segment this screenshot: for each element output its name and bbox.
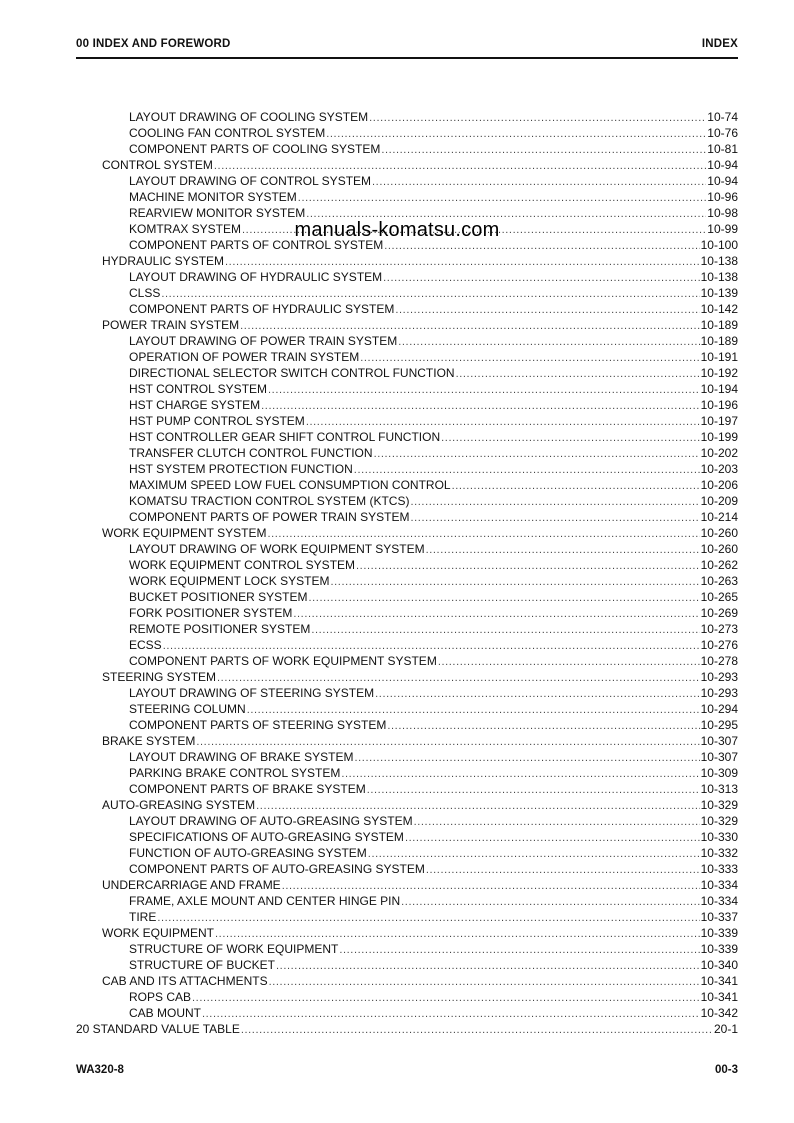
toc-entry[interactable] xyxy=(129,509,738,525)
toc-entry-page: 10-293 xyxy=(700,670,738,684)
toc-entry[interactable] xyxy=(129,957,738,973)
toc-entry-title: AUTO-GREASING SYSTEM xyxy=(102,798,256,812)
toc-entry-page: 10-313 xyxy=(700,782,738,796)
toc-entry-page: 10-189 xyxy=(700,318,738,332)
toc-leader-dots xyxy=(214,158,706,174)
toc-entry[interactable] xyxy=(129,125,738,141)
toc-leader-dots xyxy=(161,286,699,302)
toc-entry-title: LAYOUT DRAWING OF AUTO-GREASING SYSTEM xyxy=(129,814,413,828)
toc-entry-page: 10-199 xyxy=(700,430,738,444)
toc-entry-page: 10-294 xyxy=(700,702,738,716)
toc-entry-page: 10-342 xyxy=(700,1006,738,1020)
toc-entry-title: FORK POSITIONER SYSTEM xyxy=(129,606,293,620)
toc-leader-dots xyxy=(375,686,699,702)
toc-leader-dots xyxy=(452,478,700,494)
toc-leader-dots xyxy=(311,622,699,638)
toc-leader-dots xyxy=(426,862,700,878)
toc-entry-title: LAYOUT DRAWING OF STEERING SYSTEM xyxy=(129,686,375,700)
toc-entry[interactable] xyxy=(129,413,738,429)
toc-entry-title: COMPONENT PARTS OF POWER TRAIN SYSTEM xyxy=(129,510,410,524)
toc-entry-title: COMPONENT PARTS OF COOLING SYSTEM xyxy=(129,142,381,156)
toc-entry-title: LAYOUT DRAWING OF CONTROL SYSTEM xyxy=(129,174,372,188)
toc-entry-title: COOLING FAN CONTROL SYSTEM xyxy=(129,126,326,140)
toc-entry[interactable] xyxy=(102,253,738,269)
toc-entry-title: HST CONTROLLER GEAR SHIFT CONTROL FUNCTION xyxy=(129,430,441,444)
toc-leader-dots xyxy=(387,718,699,734)
toc-entry-title: LAYOUT DRAWING OF HYDRAULIC SYSTEM xyxy=(129,270,383,284)
toc-leader-dots xyxy=(398,334,699,350)
toc-entry[interactable] xyxy=(129,829,738,845)
toc-entry-title: PARKING BRAKE CONTROL SYSTEM xyxy=(129,766,341,780)
toc-entry-page: 10-74 xyxy=(707,110,738,124)
toc-entry-page: 10-94 xyxy=(707,158,738,172)
toc-entry[interactable] xyxy=(129,781,738,797)
toc-entry-title: LAYOUT DRAWING OF WORK EQUIPMENT SYSTEM xyxy=(129,542,425,556)
toc-entry[interactable] xyxy=(129,621,738,637)
toc-leader-dots xyxy=(354,462,700,478)
toc-leader-dots xyxy=(341,766,699,782)
toc-leader-dots xyxy=(401,894,699,910)
toc-entry-title: KOMTRAX SYSTEM xyxy=(129,222,242,236)
toc-entry-page: 10-260 xyxy=(700,526,738,540)
toc-entry[interactable] xyxy=(129,141,738,157)
toc-entry-page: 10-295 xyxy=(700,718,738,732)
toc-entry-page: 10-76 xyxy=(707,126,738,140)
toc-entry[interactable] xyxy=(129,365,738,381)
toc-entry[interactable] xyxy=(129,765,738,781)
toc-entry-title: HST CONTROL SYSTEM xyxy=(129,382,268,396)
toc-entry-title: CAB AND ITS ATTACHMENTS xyxy=(102,974,268,988)
toc-entry[interactable] xyxy=(129,605,738,621)
toc-entry-title: STRUCTURE OF WORK EQUIPMENT xyxy=(129,942,339,956)
toc-entry[interactable] xyxy=(129,1005,738,1021)
toc-entry-page: 10-206 xyxy=(700,478,738,492)
toc-entry[interactable] xyxy=(129,493,738,509)
toc-leader-dots xyxy=(308,590,699,606)
toc-entry-page: 10-191 xyxy=(700,350,738,364)
toc-entry-page: 10-99 xyxy=(707,222,738,236)
toc-entry-page: 10-307 xyxy=(700,734,738,748)
toc-entry-page: 10-139 xyxy=(700,286,738,300)
toc-leader-dots xyxy=(268,382,700,398)
toc-entry-page: 10-265 xyxy=(700,590,738,604)
toc-entry-page: 10-81 xyxy=(707,142,738,156)
toc-leader-dots xyxy=(241,1022,713,1038)
toc-entry-title: REARVIEW MONITOR SYSTEM xyxy=(129,206,306,220)
toc-leader-dots xyxy=(372,174,706,190)
toc-entry-title: SPECIFICATIONS OF AUTO-GREASING SYSTEM xyxy=(129,830,404,844)
toc-entry[interactable] xyxy=(76,1021,738,1037)
toc-leader-dots xyxy=(330,574,699,590)
toc-entry[interactable] xyxy=(129,269,738,285)
toc-leader-dots xyxy=(414,814,700,830)
toc-entry-page: 10-341 xyxy=(700,974,738,988)
toc-entry-title: MAXIMUM SPEED LOW FUEL CONSUMPTION CONTROL xyxy=(129,478,451,492)
toc-entry-page: 10-273 xyxy=(700,622,738,636)
toc-leader-dots xyxy=(441,430,699,446)
toc-entry-title: COMPONENT PARTS OF STEERING SYSTEM xyxy=(129,718,387,732)
toc-entry-page: 10-332 xyxy=(700,846,738,860)
toc-entry-title: HST PUMP CONTROL SYSTEM xyxy=(129,414,305,428)
toc-entry-page: 10-269 xyxy=(700,606,738,620)
toc-entry[interactable] xyxy=(129,557,738,573)
toc-entry-page: 10-307 xyxy=(700,750,738,764)
toc-entry-page: 10-339 xyxy=(700,926,738,940)
model-number: WA320-8 xyxy=(76,1064,124,1076)
toc-entry-title: UNDERCARRIAGE AND FRAME xyxy=(102,878,281,892)
toc-leader-dots xyxy=(383,270,699,286)
toc-entry-title: CLSS xyxy=(129,286,161,300)
toc-entry[interactable] xyxy=(129,861,738,877)
toc-leader-dots xyxy=(217,670,700,686)
page-header xyxy=(76,38,738,52)
toc-entry-page: 10-260 xyxy=(700,542,738,556)
toc-entry-title: COMPONENT PARTS OF BRAKE SYSTEM xyxy=(129,782,366,796)
toc-leader-dots xyxy=(256,798,699,814)
toc-entry[interactable] xyxy=(129,477,738,493)
toc-entry-title: BUCKET POSITIONER SYSTEM xyxy=(129,590,308,604)
toc-entry-page: 10-337 xyxy=(700,910,738,924)
toc-entry-page: 10-309 xyxy=(700,766,738,780)
toc-entry-page: 10-138 xyxy=(700,254,738,268)
toc-entry[interactable] xyxy=(129,461,738,477)
page-number: 00-3 xyxy=(714,1064,738,1076)
toc-leader-dots xyxy=(247,702,700,718)
toc-entry-page: 10-192 xyxy=(700,366,738,380)
toc-leader-dots xyxy=(192,990,700,1006)
toc-entry[interactable] xyxy=(129,893,738,909)
toc-leader-dots xyxy=(374,446,700,462)
toc-entry[interactable] xyxy=(129,397,738,413)
toc-entry-title: STEERING COLUMN xyxy=(129,702,246,716)
toc-entry[interactable] xyxy=(129,333,738,349)
toc-entry-title: STRUCTURE OF BUCKET xyxy=(129,958,276,972)
toc-entry-page: 10-330 xyxy=(700,830,738,844)
toc-entry-title: WORK EQUIPMENT LOCK SYSTEM xyxy=(129,574,330,588)
toc-entry-title: KOMATSU TRACTION CONTROL SYSTEM (KTCS) xyxy=(129,494,410,508)
toc-entry[interactable] xyxy=(129,445,738,461)
toc-entry-page: 10-96 xyxy=(707,190,738,204)
toc-entry-title: FUNCTION OF AUTO-GREASING SYSTEM xyxy=(129,846,367,860)
toc-entry[interactable] xyxy=(129,685,738,701)
toc-leader-dots xyxy=(225,254,700,270)
toc-entry[interactable] xyxy=(129,845,738,861)
toc-entry-page: 20-1 xyxy=(713,1022,738,1036)
toc-entry-title: COMPONENT PARTS OF AUTO-GREASING SYSTEM xyxy=(129,862,425,876)
toc-entry[interactable] xyxy=(129,941,738,957)
header-index-title: INDEX xyxy=(701,38,738,50)
toc-entry-page: 10-197 xyxy=(700,414,738,428)
toc-entry-page: 10-196 xyxy=(700,398,738,412)
toc-entry[interactable] xyxy=(129,717,738,733)
toc-entry-title: MACHINE MONITOR SYSTEM xyxy=(129,190,297,204)
toc-entry[interactable] xyxy=(129,813,738,829)
toc-entry[interactable] xyxy=(129,301,738,317)
toc-entry-page: 10-329 xyxy=(700,814,738,828)
toc-leader-dots xyxy=(360,350,699,366)
toc-entry-page: 10-142 xyxy=(700,302,738,316)
toc-entry[interactable] xyxy=(129,909,738,925)
header-rule xyxy=(76,57,738,59)
toc-entry-page: 10-278 xyxy=(700,654,738,668)
toc-entry-title: HST SYSTEM PROTECTION FUNCTION xyxy=(129,462,353,476)
toc-entry-title: WORK EQUIPMENT CONTROL SYSTEM xyxy=(129,558,356,572)
toc-entry[interactable] xyxy=(102,877,738,893)
toc-leader-dots xyxy=(240,318,699,334)
toc-entry-page: 10-214 xyxy=(700,510,738,524)
toc-leader-dots xyxy=(163,638,700,654)
toc-entry-title: LAYOUT DRAWING OF BRAKE SYSTEM xyxy=(129,750,354,764)
toc-entry-title: OPERATION OF POWER TRAIN SYSTEM xyxy=(129,350,360,364)
toc-entry-title: POWER TRAIN SYSTEM xyxy=(102,318,240,332)
toc-entry-title: WORK EQUIPMENT xyxy=(102,926,215,940)
toc-entry[interactable] xyxy=(129,189,738,205)
toc-leader-dots xyxy=(276,958,700,974)
toc-entry[interactable] xyxy=(102,973,738,989)
toc-entry[interactable] xyxy=(102,157,738,173)
toc-entry-page: 10-189 xyxy=(700,334,738,348)
toc-entry[interactable] xyxy=(102,669,738,685)
watermark: manuals-komatsu.com xyxy=(294,219,500,241)
toc-entry-page: 10-339 xyxy=(700,942,738,956)
toc-leader-dots xyxy=(395,302,699,318)
page-footer xyxy=(76,1064,738,1078)
toc-leader-dots xyxy=(202,1006,700,1022)
toc-entry-title: HST CHARGE SYSTEM xyxy=(129,398,261,412)
toc-entry-title: HYDRAULIC SYSTEM xyxy=(102,254,225,268)
toc-leader-dots xyxy=(381,142,706,158)
section-title: 00 INDEX AND FOREWORD xyxy=(76,38,231,50)
toc-leader-dots xyxy=(215,926,700,942)
toc-entry-page: 10-262 xyxy=(700,558,738,572)
toc-entry-title: CAB MOUNT xyxy=(129,1006,201,1020)
toc-entry[interactable] xyxy=(129,989,738,1005)
toc-leader-dots xyxy=(306,414,700,430)
toc-entry-title: DIRECTIONAL SELECTOR SWITCH CONTROL FUNCTION xyxy=(129,366,455,380)
toc-entry[interactable] xyxy=(102,733,738,749)
toc-entry-page: 10-138 xyxy=(700,270,738,284)
toc-entry[interactable] xyxy=(129,285,738,301)
toc-entry[interactable] xyxy=(102,525,738,541)
toc-entry[interactable] xyxy=(102,925,738,941)
toc-entry-page: 10-334 xyxy=(700,894,738,908)
toc-leader-dots xyxy=(282,878,700,894)
toc-leader-dots xyxy=(356,558,700,574)
toc-leader-dots xyxy=(456,366,700,382)
toc-entry-title: ROPS CAB xyxy=(129,990,192,1004)
toc-entry-title: WORK EQUIPMENT SYSTEM xyxy=(102,526,267,540)
toc-entry-page: 10-341 xyxy=(700,990,738,1004)
toc-entry-title: TIRE xyxy=(129,910,157,924)
toc-entry[interactable] xyxy=(129,653,738,669)
toc-leader-dots xyxy=(426,542,700,558)
toc-entry-title: STEERING SYSTEM xyxy=(102,670,217,684)
toc-entry[interactable] xyxy=(129,429,738,445)
toc-entry-page: 10-202 xyxy=(700,446,738,460)
toc-entry[interactable] xyxy=(129,637,738,653)
toc-entry-page: 10-100 xyxy=(700,238,738,252)
toc-entry-page: 10-203 xyxy=(700,462,738,476)
toc-entry-title: COMPONENT PARTS OF CONTROL SYSTEM xyxy=(129,238,384,252)
toc-entry-title: TRANSFER CLUTCH CONTROL FUNCTION xyxy=(129,446,373,460)
toc-leader-dots xyxy=(267,526,699,542)
toc-entry-page: 10-340 xyxy=(700,958,738,972)
table-of-contents xyxy=(0,109,794,1037)
toc-entry[interactable] xyxy=(129,589,738,605)
toc-entry-title: LAYOUT DRAWING OF COOLING SYSTEM xyxy=(129,110,369,124)
toc-entry-page: 10-276 xyxy=(700,638,738,652)
toc-entry-title: COMPONENT PARTS OF WORK EQUIPMENT SYSTEM xyxy=(129,654,437,668)
toc-entry[interactable] xyxy=(129,349,738,365)
toc-entry[interactable] xyxy=(102,317,738,333)
toc-entry-page: 10-293 xyxy=(700,686,738,700)
toc-leader-dots xyxy=(326,126,706,142)
toc-entry[interactable] xyxy=(129,701,738,717)
toc-leader-dots xyxy=(339,942,699,958)
toc-entry-title: BRAKE SYSTEM xyxy=(102,734,196,748)
toc-entry-page: 10-333 xyxy=(700,862,738,876)
toc-leader-dots xyxy=(368,846,700,862)
toc-entry[interactable] xyxy=(129,749,738,765)
toc-leader-dots xyxy=(269,974,700,990)
toc-leader-dots xyxy=(405,830,700,846)
toc-entry-page: 10-263 xyxy=(700,574,738,588)
toc-leader-dots xyxy=(293,606,699,622)
toc-entry-page: 10-329 xyxy=(700,798,738,812)
toc-leader-dots xyxy=(157,910,699,926)
toc-entry-title: REMOTE POSITIONER SYSTEM xyxy=(129,622,311,636)
toc-entry-page: 10-334 xyxy=(700,878,738,892)
toc-entry-title: FRAME, AXLE MOUNT AND CENTER HINGE PIN xyxy=(129,894,401,908)
toc-leader-dots xyxy=(367,782,700,798)
toc-entry-title: CONTROL SYSTEM xyxy=(102,158,213,172)
toc-entry[interactable] xyxy=(129,541,738,557)
toc-entry[interactable] xyxy=(102,797,738,813)
toc-leader-dots xyxy=(354,750,699,766)
toc-entry[interactable] xyxy=(129,109,738,125)
toc-entry[interactable] xyxy=(129,573,738,589)
toc-entry-page: 10-94 xyxy=(707,174,738,188)
toc-entry[interactable] xyxy=(129,381,738,397)
toc-entry-title: COMPONENT PARTS OF HYDRAULIC SYSTEM xyxy=(129,302,395,316)
toc-entry-title: ECSS xyxy=(129,638,162,652)
toc-entry-title: 20 STANDARD VALUE TABLE xyxy=(76,1022,240,1036)
toc-entry-page: 10-98 xyxy=(707,206,738,220)
toc-leader-dots xyxy=(196,734,699,750)
toc-leader-dots xyxy=(438,654,700,670)
toc-entry-title: LAYOUT DRAWING OF POWER TRAIN SYSTEM xyxy=(129,334,398,348)
toc-leader-dots xyxy=(298,190,707,206)
toc-leader-dots xyxy=(410,494,699,510)
toc-leader-dots xyxy=(261,398,699,414)
toc-entry-page: 10-209 xyxy=(700,494,738,508)
toc-leader-dots xyxy=(410,510,699,526)
toc-entry-page: 10-194 xyxy=(700,382,738,396)
toc-leader-dots xyxy=(369,110,706,126)
toc-entry[interactable] xyxy=(129,173,738,189)
